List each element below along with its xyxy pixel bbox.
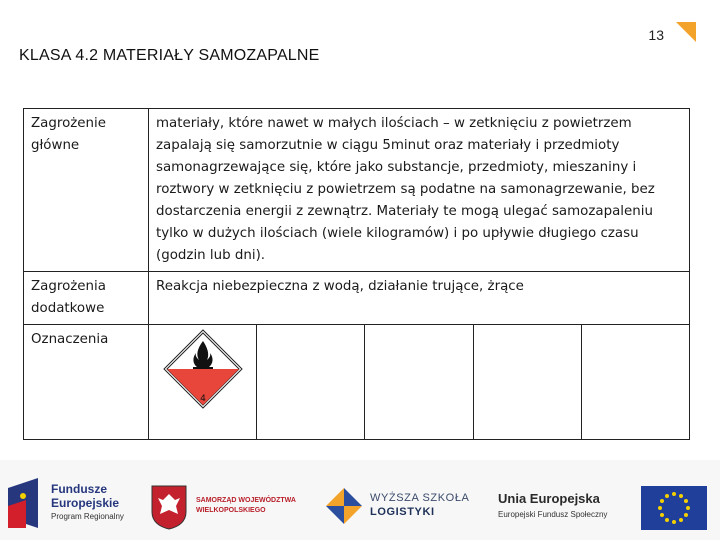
mark-slot [581, 325, 689, 439]
wsl-logo-icon [326, 488, 364, 524]
page-title: KLASA 4.2 MATERIAŁY SAMOZAPALNE [19, 47, 320, 64]
wyzsza-szkola-logistyki-logo [370, 491, 470, 519]
hazard-info-table [23, 108, 690, 440]
hazard-class-number: 4 [200, 394, 206, 404]
row-value: materiały, które nawet w małych ilościach – w zetknięciu z powietrzem zapalają się samorzutnie w ciągu 5minut oraz materiały i przedmioty samonagrzewające się, które jako substancje, przedmioty, mieszaniny i roztwory w zetknięciu z powietrzem są podatne na samonagrzewanie, bez dostarczenia energii z zewnątrz. Materiały te mogą ulegać samozapaleniu tylko w dużych ilościach (wiele kilogramów) i po upływie długiego czasu (godzin lub dni). [149, 109, 690, 272]
mark-slot [256, 325, 364, 439]
unia-europejska-logo [498, 491, 607, 523]
mark-slot [364, 325, 472, 439]
logo-text: Program Regionalny [51, 512, 124, 521]
mark-slot [473, 325, 581, 439]
fundusze-europejskie-logo [51, 482, 124, 524]
logo-text: WYŻSZA SZKOŁA [370, 492, 470, 504]
logo-text: Europejski Fundusz Społeczny [498, 510, 608, 519]
logo-text: Europejskie [51, 496, 120, 510]
row-label: Zagrożenia dodatkowe [24, 272, 149, 325]
logo-text: SAMORZĄD WOJEWÓDZTWA [196, 497, 296, 504]
logo-text: Fundusze [51, 482, 107, 496]
marks-grid [149, 325, 689, 439]
row-label: Oznaczenia [24, 325, 149, 440]
table-row [24, 325, 690, 440]
logo-text: Unia Europejska [498, 491, 600, 506]
marks-cell [149, 325, 690, 440]
footer-logos [0, 460, 720, 540]
spontaneous-combustion-hazard-icon [163, 329, 243, 409]
wielkopolska-crest-icon [150, 484, 188, 530]
samorzad-logo [196, 496, 296, 516]
row-label: Zagrożenie główne [24, 109, 149, 272]
logo-text: LOGISTYKI [370, 506, 435, 518]
logo-text: WIELKOPOLSKIEGO [196, 507, 266, 514]
fundusze-europejskie-logo-icon [8, 478, 38, 528]
page-number: 13 [648, 27, 664, 43]
table-row [24, 272, 690, 325]
corner-decoration [676, 22, 696, 42]
row-value: Reakcja niebezpieczna z wodą, działanie trujące, żrące [149, 272, 690, 325]
table-row [24, 109, 690, 272]
mark-slot [149, 325, 256, 439]
eu-flag-icon [641, 486, 707, 530]
